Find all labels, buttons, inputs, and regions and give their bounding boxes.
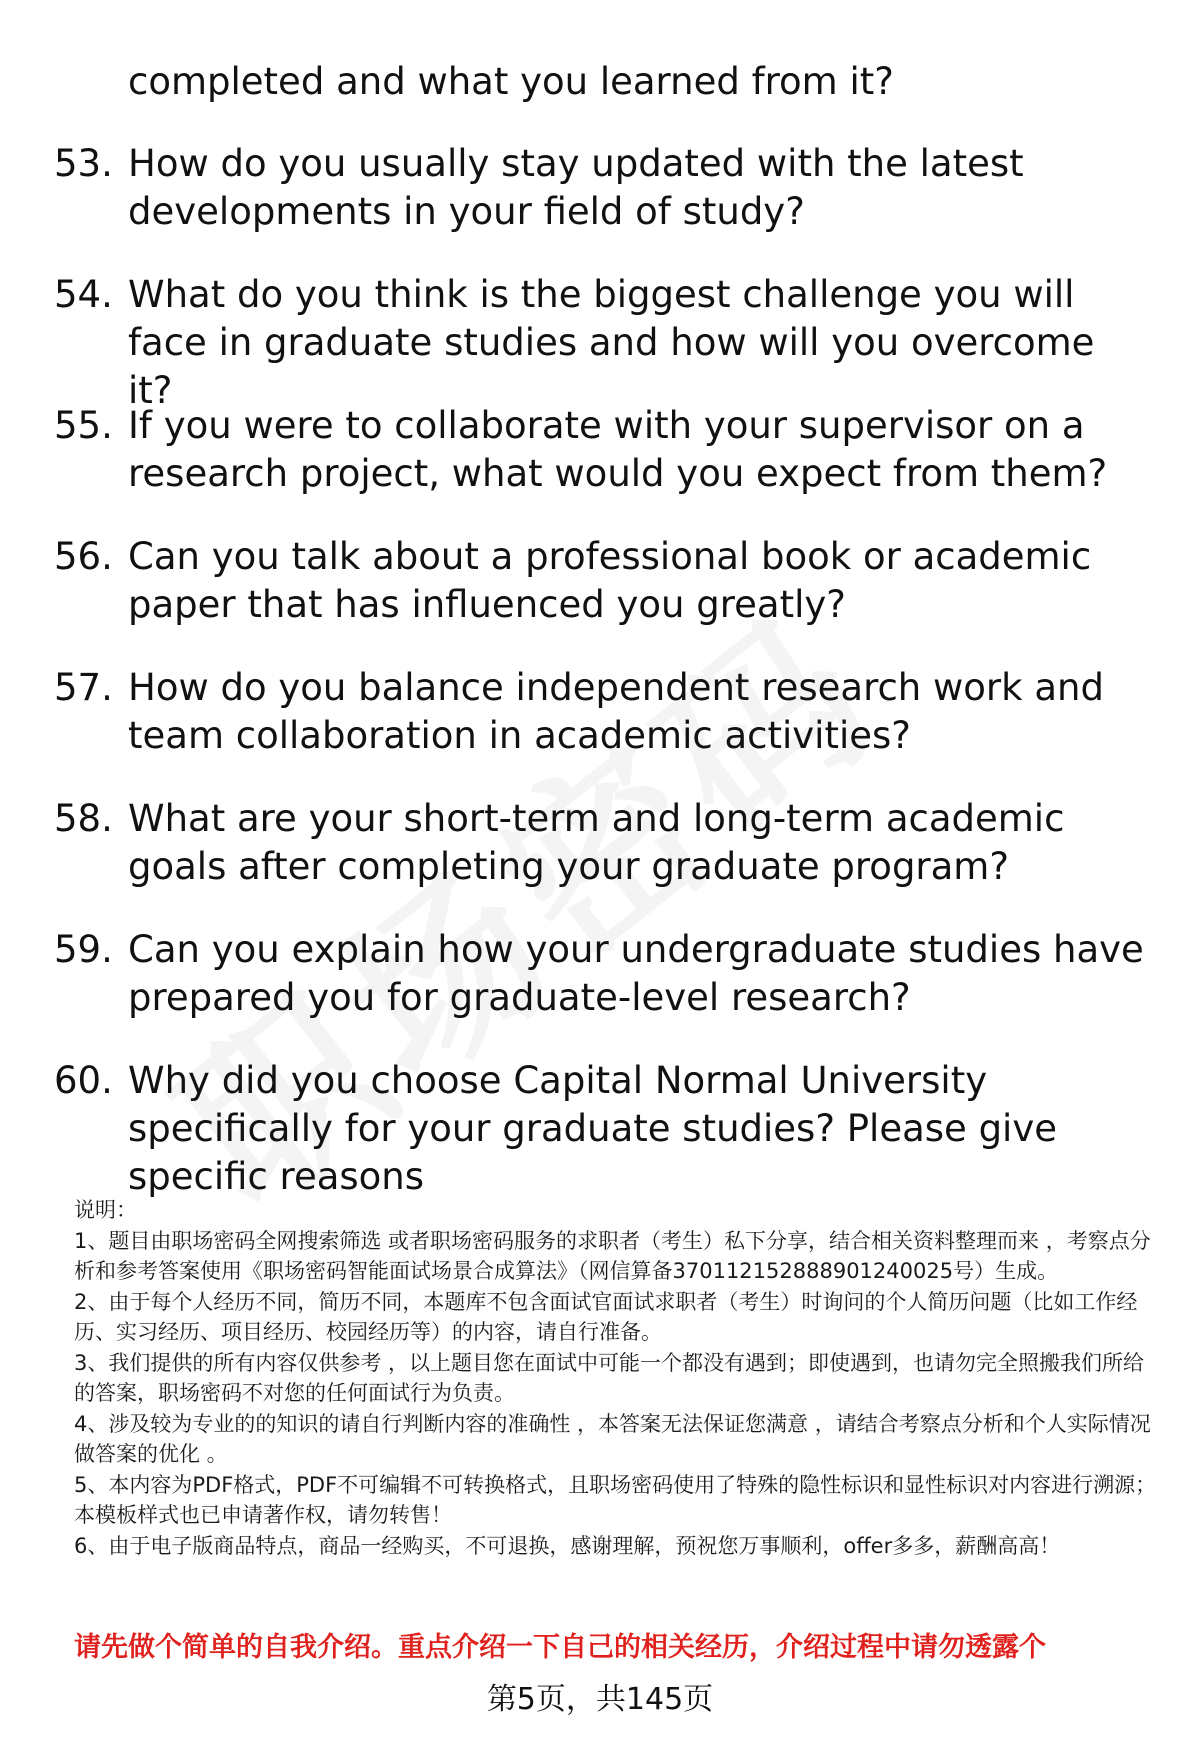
question-item bbox=[0, 664, 1200, 795]
note-item: 3、我们提供的所有内容仅供参考 ，以上题目您在面试中可能一个都没有遇到；即使遇到，也请勿完全照搬我们所给的答案，职场密码不对您的任何面试行为负责。 bbox=[74, 1350, 1145, 1405]
question-number: 55. bbox=[54, 404, 113, 447]
question-item bbox=[0, 140, 1200, 271]
question-number: 57. bbox=[54, 666, 113, 709]
question-item bbox=[0, 795, 1200, 926]
question-text: If you were to collaborate with your supervisor on a research project, what would you expect from them? bbox=[128, 404, 1108, 495]
question-number: 53. bbox=[54, 142, 113, 185]
question-number: 58. bbox=[54, 797, 113, 840]
question-item bbox=[0, 402, 1200, 533]
question-list bbox=[0, 140, 1200, 1198]
question-text: How do you usually stay updated with the latest developments in your field of study? bbox=[128, 142, 1024, 233]
question-text: Can you explain how your undergraduate studies have prepared you for graduate-level research? bbox=[128, 928, 1144, 1019]
question-text: What do you think is the biggest challenge you will face in graduate studies and how will you overcome it? bbox=[128, 273, 1095, 412]
question-item bbox=[0, 271, 1200, 412]
question-number: 54. bbox=[54, 273, 113, 316]
question-item bbox=[0, 1057, 1200, 1198]
note-item: 6、由于电子版商品特点，商品一经购买，不可退换，感谢理解，预祝您万事顺利，offer多多，薪酬高高！ bbox=[74, 1533, 1061, 1558]
question-number: 60. bbox=[54, 1059, 113, 1102]
question-text: Can you talk about a professional book or academic paper that has influenced you greatly? bbox=[128, 535, 1092, 626]
note-item: 5、本内容为PDF格式，PDF不可编辑不可转换格式，且职场密码使用了特殊的隐性标识和显性标识对内容进行溯源；本模板样式也已申请著作权，请勿转售！ bbox=[74, 1472, 1157, 1527]
page-number: 第5页，共145页 bbox=[486, 1682, 714, 1717]
notes-title: 说明： bbox=[74, 1198, 137, 1222]
question-item bbox=[0, 926, 1200, 1057]
next-question-preview: 请先做个简单的自我介绍。重点介绍一下自己的相关经历，介绍过程中请勿透露个 bbox=[74, 1632, 1046, 1663]
note-item: 4、涉及较为专业的的知识的请自行判断内容的准确性 ，本答案无法保证您满意 ，请结合考察点分析和个人实际情况做答案的优化 。 bbox=[74, 1411, 1151, 1466]
question-text: How do you balance independent research work and team collaboration in academic activities? bbox=[128, 666, 1104, 757]
question-item bbox=[0, 533, 1200, 664]
question-text: What are your short-term and long-term academic goals after completing your graduate program? bbox=[128, 797, 1065, 888]
question-number: 59. bbox=[54, 928, 113, 971]
note-item: 1、题目由职场密码全网搜索筛选 或者职场密码服务的求职者（考生）私下分享，结合相关资料整理而来 ，考察点分析和参考答案使用《职场密码智能面试场景合成算法》（网信算备370112152888901240025号）生成。 bbox=[74, 1228, 1151, 1283]
note-item: 2、由于每个人经历不同，简历不同，本题库不包含面试官面试求职者（考生）时询问的个人简历问题（比如工作经历、实习经历、项目经历、校园经历等）的内容，请自行准备。 bbox=[74, 1289, 1138, 1344]
question-fragment: completed and what you learned from it? bbox=[128, 60, 894, 103]
notes-section bbox=[74, 1195, 1164, 1561]
question-number: 56. bbox=[54, 535, 113, 578]
question-text: Why did you choose Capital Normal University specifically for your graduate studies? Please give specific reasons bbox=[128, 1059, 1057, 1198]
